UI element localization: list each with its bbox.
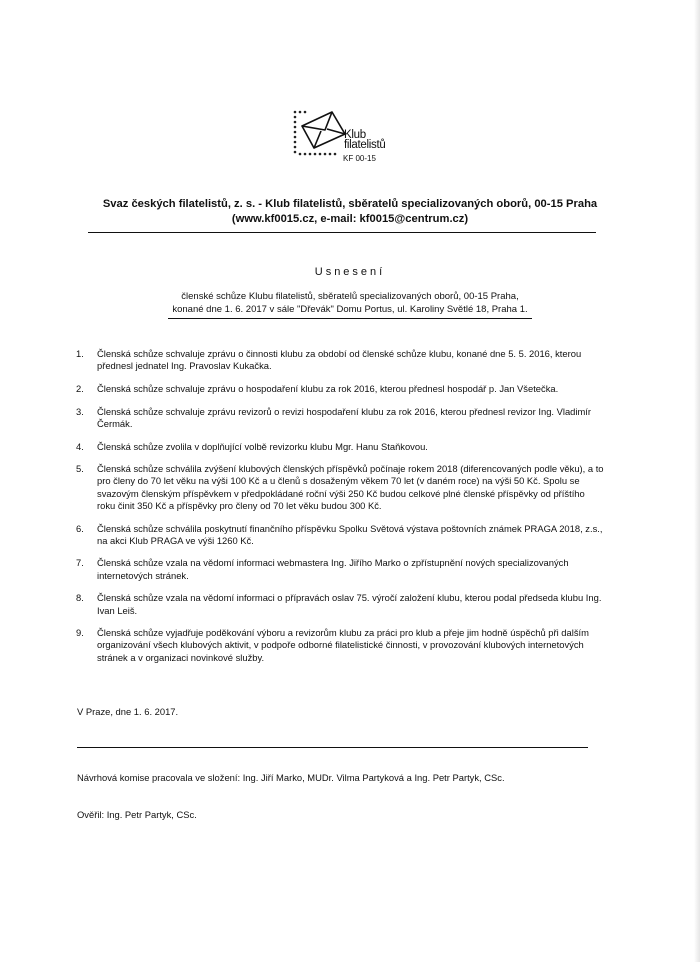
item-text: Členská schůze vzala na vědomí informaci o přípravách oslav 75. výročí založení klubu, kterou podal předseda klubu Ing. Ivan Leiš. bbox=[97, 592, 602, 616]
logo-line-1: Klub bbox=[344, 129, 366, 141]
subtitle-underline bbox=[168, 318, 532, 319]
item-number: 3. bbox=[76, 405, 84, 417]
resolution-item bbox=[74, 463, 604, 512]
organization-name: Svaz českých filatelistů, z. s. - Klub filatelistů, sběratelů specializovaných oborů, 00-15 Praha bbox=[102, 198, 598, 210]
resolution-item bbox=[74, 441, 604, 453]
club-logo bbox=[292, 108, 402, 168]
logo-line-2: filatelistů bbox=[344, 139, 386, 151]
item-text: Členská schůze schvaluje zprávu o činnosti klubu za období od členské schůze klubu, konané dne 5. 5. 2016, kterou přednesl jednatel Ing. Pravoslav Kukačka. bbox=[97, 348, 582, 372]
item-number: 6. bbox=[76, 522, 84, 534]
envelope-logo-icon bbox=[292, 108, 348, 160]
resolution-title: Usnesení bbox=[314, 266, 386, 278]
footer-divider bbox=[77, 747, 588, 748]
item-number: 5. bbox=[76, 463, 84, 475]
resolution-item bbox=[74, 348, 604, 372]
resolution-item bbox=[74, 523, 604, 547]
resolution-item bbox=[74, 383, 604, 395]
item-number: 7. bbox=[76, 557, 84, 569]
item-text: Členská schůze zvolila v doplňující volbě revizorku klubu Mgr. Hanu Staňkovou. bbox=[97, 440, 428, 452]
item-text: Členská schůze schválila poskytnutí finančního příspěvku Spolku Světová výstava poštovních známek PRAGA 2018, z.s., na akci Klub PRAGA ve výši 1260 Kč. bbox=[97, 522, 603, 546]
logo-code: KF 00-15 bbox=[343, 154, 376, 163]
resolution-subtitle bbox=[120, 290, 580, 316]
item-text: Členská schůze vyjadřuje poděkování výboru a revizorům klubu za práci pro klub a přeje jim hodně úspěchů při dalším organizování všech klubových aktivit, v podpoře odborné filatelistické činnosti, v provozování klubových internetových stránek a v organizaci novinkové služby. bbox=[97, 627, 589, 663]
resolution-items bbox=[74, 348, 604, 674]
letterhead bbox=[60, 197, 640, 227]
resolution-subtitle-line-2: konané dne 1. 6. 2017 v sále "Dřevák" Domu Portus, ul. Karoliny Světlé 18, Praha 1. bbox=[172, 304, 528, 315]
item-number: 2. bbox=[76, 382, 84, 394]
resolution-item bbox=[74, 406, 604, 430]
item-number: 4. bbox=[76, 440, 84, 452]
organization-contact: (www.kf0015.cz, e-mail: kf0015@centrum.cz) bbox=[231, 213, 469, 225]
drafting-committee: Návrhová komise pracovala ve složení: Ing. Jiří Marko, MUDr. Vilma Partyková a Ing. Petr Partyk, CSc. bbox=[77, 772, 505, 783]
resolution-subtitle-line-1: členské schůze Klubu filatelistů, sběratelů specializovaných oborů, 00-15 Praha, bbox=[181, 291, 519, 302]
item-number: 8. bbox=[76, 592, 84, 604]
scan-edge bbox=[694, 0, 700, 962]
resolution-item bbox=[74, 557, 604, 581]
item-number: 1. bbox=[76, 348, 84, 359]
document-date: V Praze, dne 1. 6. 2017. bbox=[77, 706, 179, 717]
item-number: 9. bbox=[76, 627, 84, 639]
item-text: Členská schůze schvaluje zprávu o hospodaření klubu za rok 2016, kterou přednesl hospodář p. Jan Všetečka. bbox=[97, 382, 559, 394]
verified-by: Ověřil: Ing. Petr Partyk, CSc. bbox=[77, 809, 197, 820]
item-text: Členská schůze schválila zvýšení klubových členských příspěvků počínaje rokem 2018 (diferencovaných podle věku), a to pro členy do 70 let věku na výši 100 Kč a u členů s dosaženým věkem 70 let (v daném roce) na výši 50 Kč. Spolu se svazovým členským příspěvkem v předpokládané roční výši 250 Kč budou celkové plné členské příspěvky od příštího roku činit 350 Kč a příspěvky pro členy od 70 let věku budou 300 Kč. bbox=[97, 463, 604, 511]
header-divider bbox=[88, 232, 596, 233]
logo-wordmark bbox=[344, 130, 385, 150]
resolution-item bbox=[74, 627, 604, 664]
item-text: Členská schůze schvaluje zprávu revizorů o revizi hospodaření klubu za rok 2016, kterou přednesl revizor Ing. Vladimír Čermák. bbox=[97, 405, 591, 429]
resolution-item bbox=[74, 592, 604, 616]
item-text: Členská schůze vzala na vědomí informaci webmastera Ing. Jiřího Marko o zpřístupnění nových specializovaných internetových stránek. bbox=[97, 557, 569, 581]
